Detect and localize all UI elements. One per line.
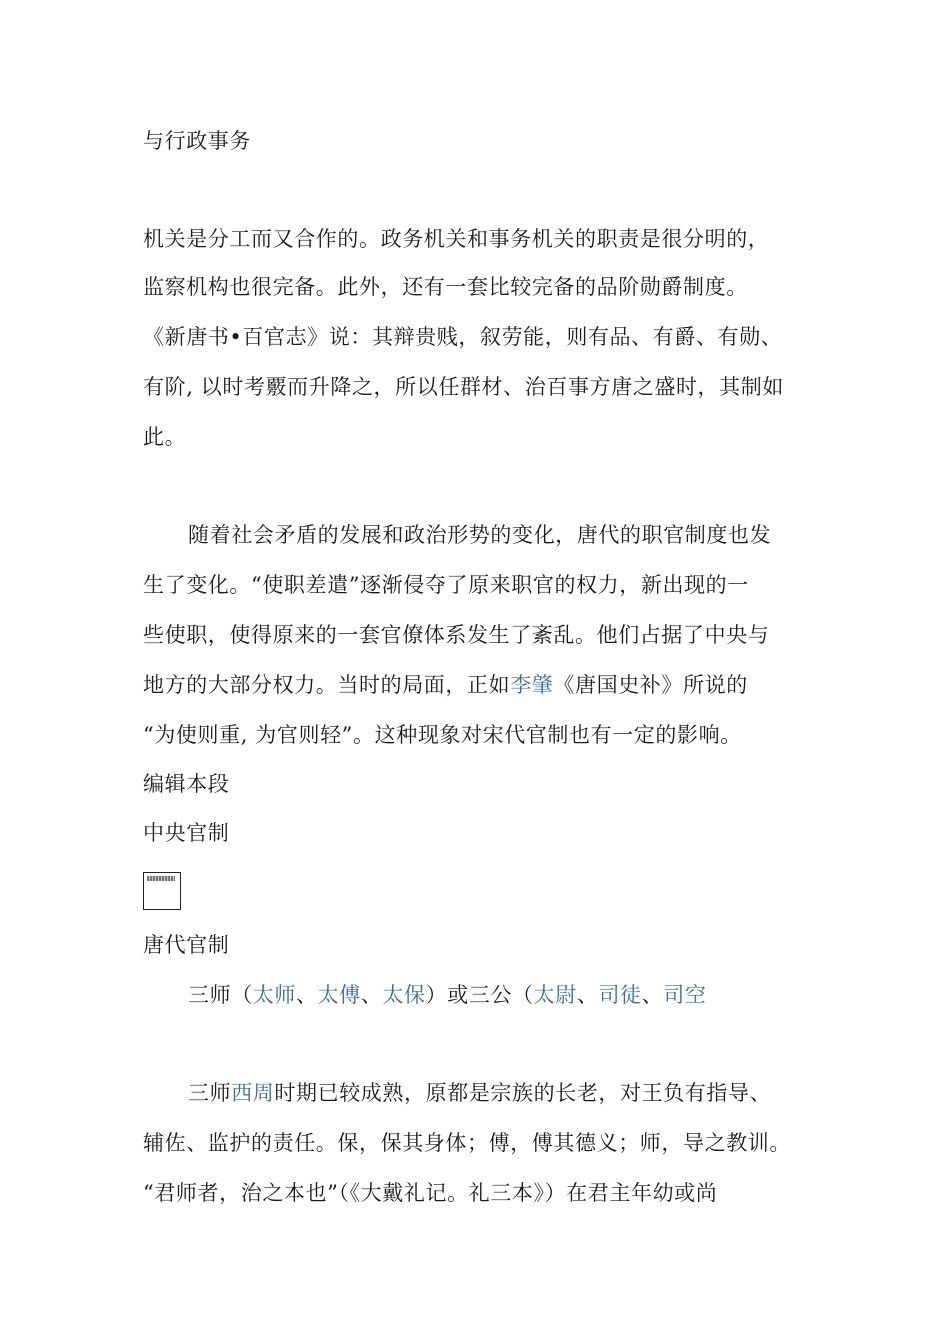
text-line: 监察机构也很完备。此外，还有一套比较完备的品阶勋爵制度。 bbox=[143, 275, 748, 299]
text-line: 与行政事务 bbox=[143, 129, 251, 153]
image-caption: 唐代官制 bbox=[143, 933, 230, 957]
text-line: 机关是分工而又合作的。政务机关和事务机关的职责是很分明的， bbox=[143, 227, 770, 251]
text-line: “为使则重, 为官则轻”。这种现象对宋代官制也有一定的影响。 bbox=[143, 723, 742, 747]
text-line: 有阶, 以时考覈而升降之，所以任群材、治百事方唐之盛时，其制如 bbox=[143, 375, 784, 399]
text-segment: 、 bbox=[641, 983, 664, 1007]
link-taishi[interactable]: 太师 bbox=[252, 983, 297, 1007]
text-line: 随着社会矛盾的发展和政治形势的变化，唐代的职官制度也发 bbox=[188, 523, 772, 547]
text-line bbox=[143, 672, 748, 698]
text-segment: ）或三公（ bbox=[425, 983, 534, 1007]
text-segment: 《唐国史补》所说的 bbox=[553, 673, 748, 697]
text-segment: 、 bbox=[576, 983, 599, 1007]
text-line: “君师者，治之本也”（《大戴礼记。礼三本》）在君主年幼或尚 bbox=[143, 1181, 718, 1205]
text-line: 生了变化。“使职差遣”逐渐侵夺了原来职官的权力，新出现的一 bbox=[143, 573, 749, 597]
text-line bbox=[188, 1080, 771, 1106]
text-segment: 、 bbox=[360, 983, 383, 1007]
text-line: 《新唐书•百官志》说：其辩贵贱，叙劳能，则有品、有爵、有勋、 bbox=[143, 325, 783, 349]
link-taifu[interactable]: 太傅 bbox=[317, 983, 361, 1007]
text-segment: 三师（ bbox=[188, 983, 253, 1007]
thumbnail-content bbox=[147, 876, 175, 881]
text-segment: 三师 bbox=[188, 1081, 232, 1105]
edit-section-link[interactable]: 编辑本段 bbox=[143, 772, 230, 796]
link-sikong[interactable]: 司空 bbox=[663, 983, 707, 1007]
link-xizhou[interactable]: 西周 bbox=[231, 1081, 275, 1105]
text-line: 些使职，使得原来的一套官僚体系发生了紊乱。他们占据了中央与 bbox=[143, 623, 770, 647]
link-taiwei[interactable]: 太尉 bbox=[533, 983, 577, 1007]
text-segment: 地方的大部分权力。当时的局面，正如 bbox=[143, 673, 511, 697]
image-thumbnail[interactable] bbox=[143, 872, 181, 910]
link-situ[interactable]: 司徒 bbox=[598, 983, 642, 1007]
link-taibao[interactable]: 太保 bbox=[382, 983, 426, 1007]
text-line: 辅佐、监护的责任。保，保其身体；傅，傅其德义；师，导之教训。 bbox=[143, 1131, 791, 1155]
section-heading: 中央官制 bbox=[143, 821, 230, 845]
text-line: 此。 bbox=[143, 425, 187, 449]
link-li-zhao[interactable]: 李肇 bbox=[510, 673, 554, 697]
text-segment: 时期已较成熟，原都是宗族的长老，对王负有指导、 bbox=[274, 1081, 772, 1105]
text-line bbox=[188, 982, 706, 1008]
text-segment: 、 bbox=[296, 983, 318, 1007]
